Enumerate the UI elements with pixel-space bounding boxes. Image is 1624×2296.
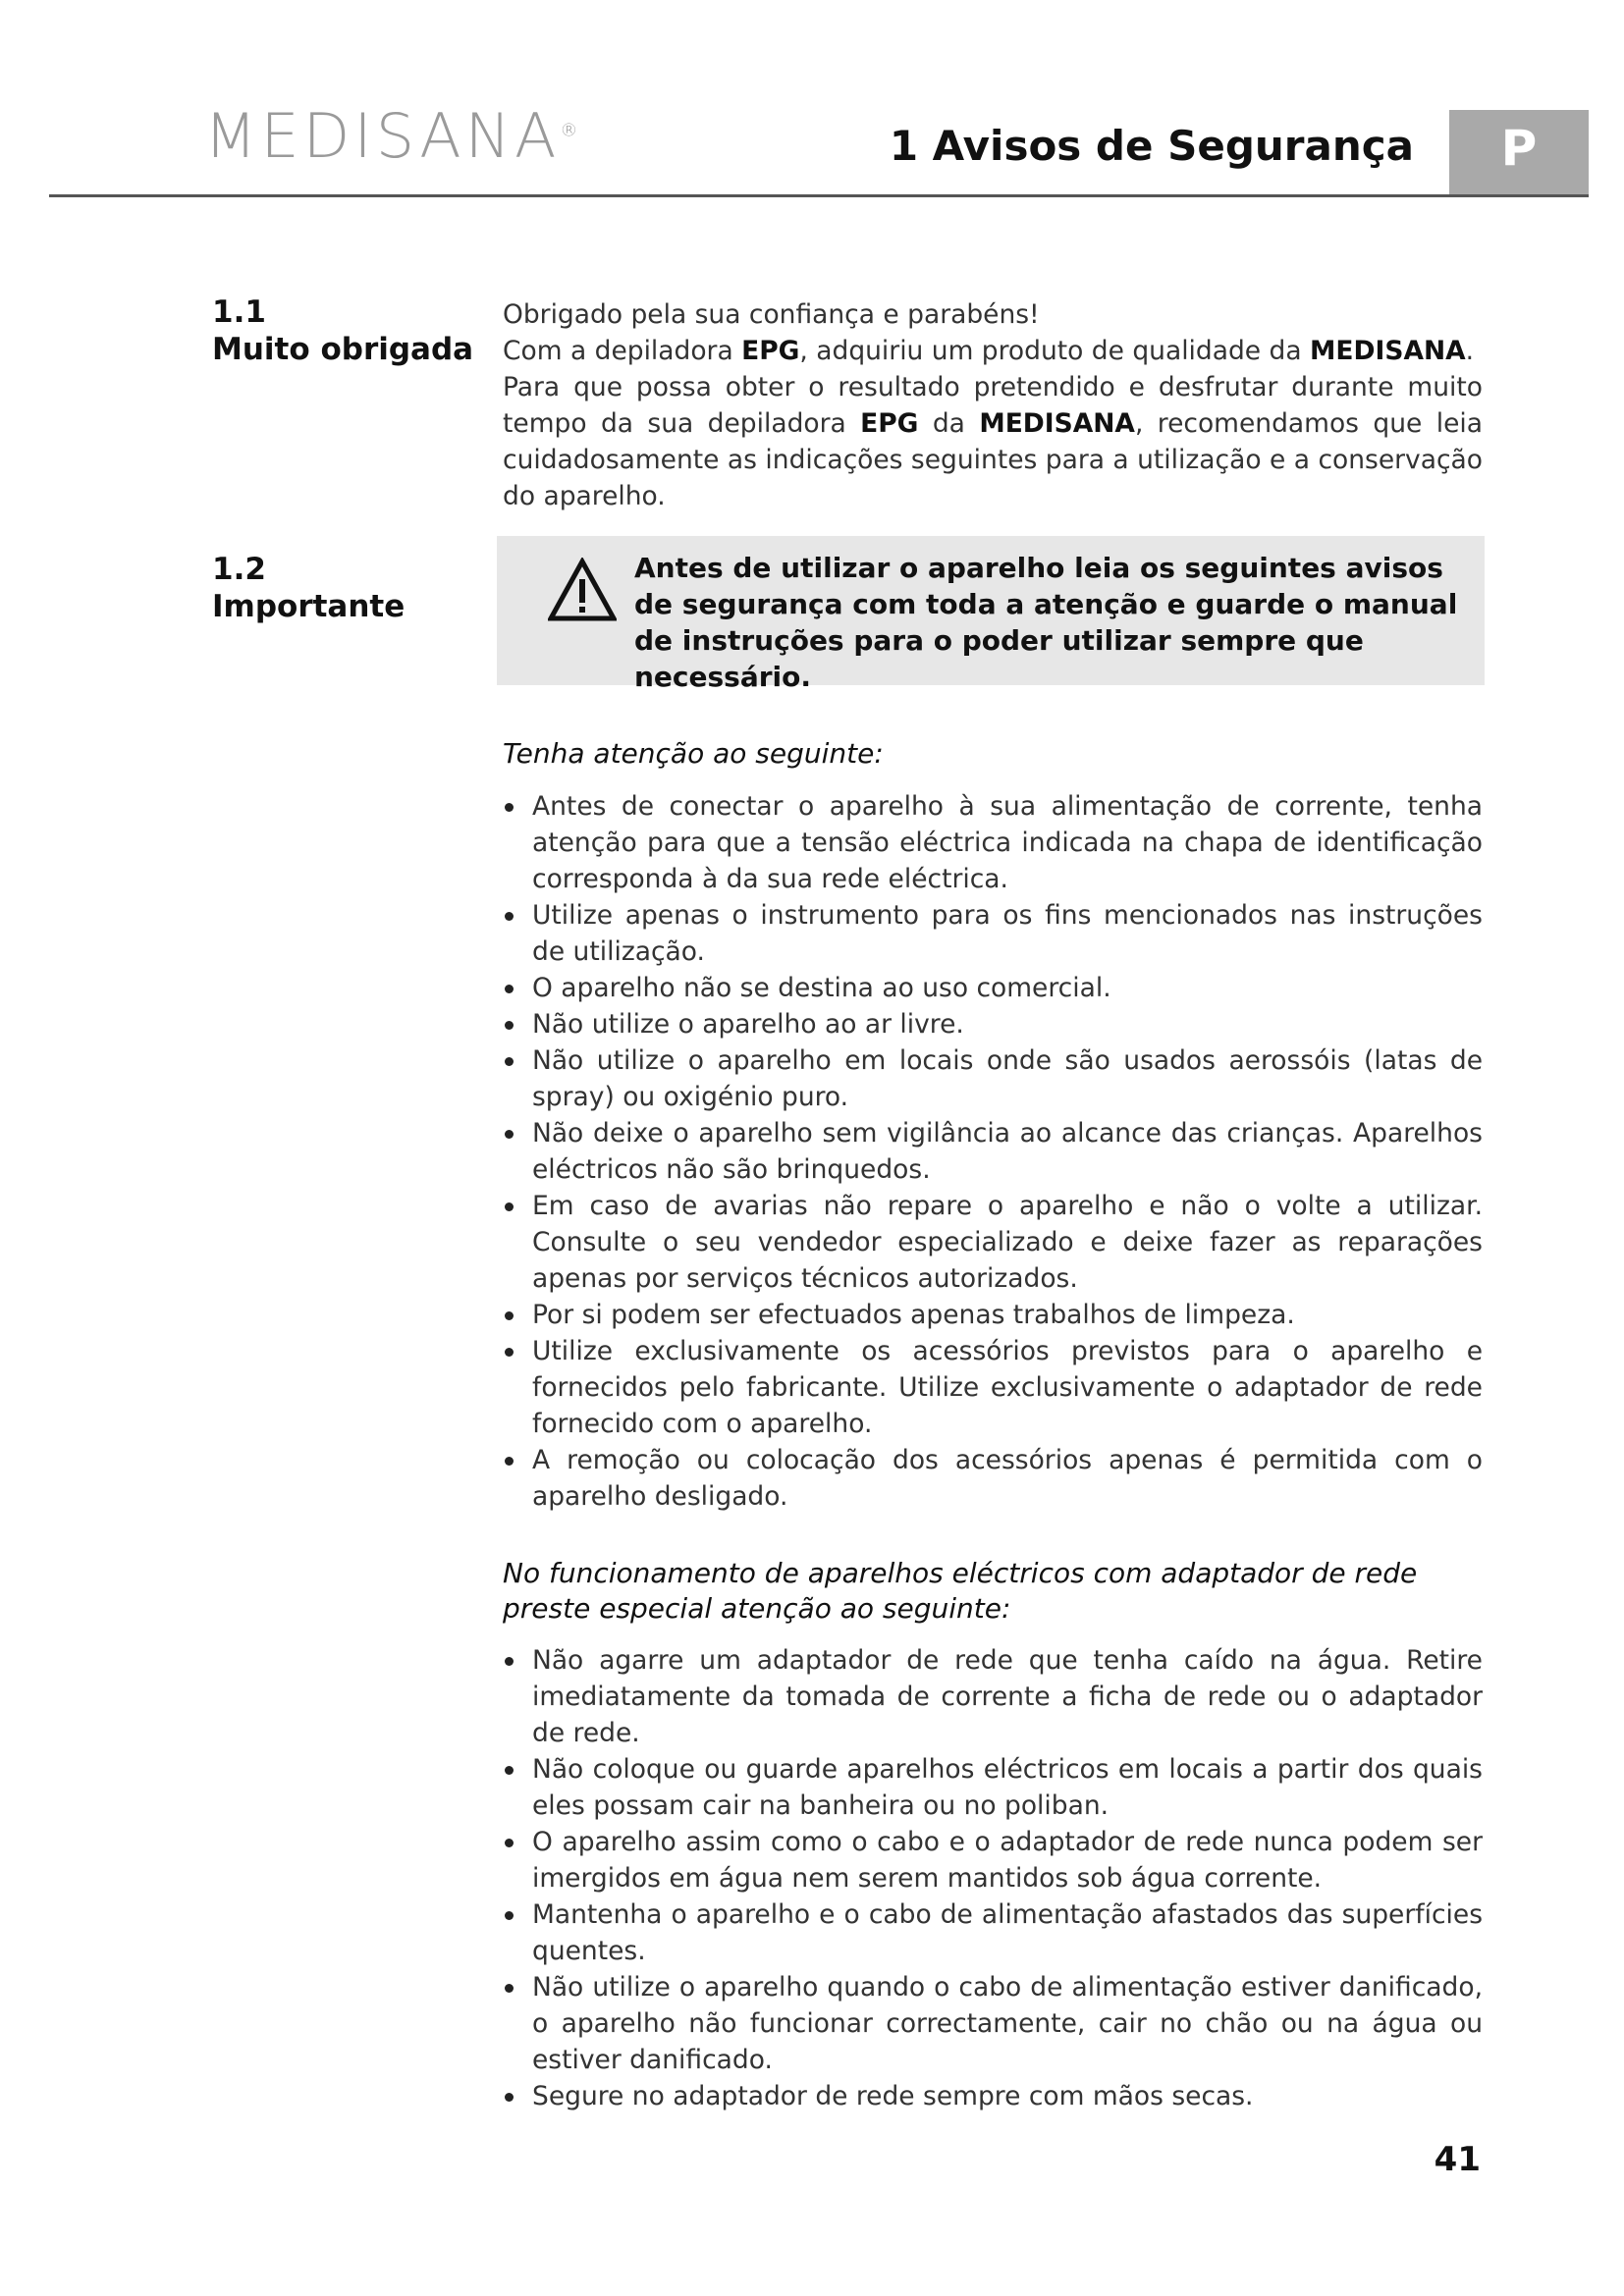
registered-mark: ®	[560, 120, 578, 141]
list-item: Não utilize o aparelho em locais onde são usados aerossóis (latas de spray) ou oxigénio puro.	[503, 1042, 1483, 1115]
section-1-1-title: Muito obrigada	[212, 332, 474, 367]
list-item: Não utilize o aparelho ao ar livre.	[503, 1006, 1483, 1042]
warning-line: de segurança com toda a atenção e guarde o manual	[634, 588, 1458, 620]
list-item: Antes de conectar o aparelho à sua alimentação de corrente, tenha atenção para que a tensão eléctrica indicada na chapa de identificação corresponda à da sua rede eléctrica.	[503, 788, 1483, 897]
list-item: Por si podem ser efectuados apenas trabalhos de limpeza.	[503, 1297, 1483, 1333]
list-item: Não agarre um adaptador de rede que tenha caído na água. Retire imediatamente da tomada de corrente a ficha de rede ou o adaptador de rede.	[503, 1642, 1483, 1751]
page-number: 41	[1434, 2140, 1481, 2179]
list-item: Não deixe o aparelho sem vigilância ao alcance das crianças. Aparelhos eléctricos não são brinquedos.	[503, 1115, 1483, 1188]
section-1-1-body	[503, 296, 1483, 514]
list-item: A remoção ou colocação dos acessórios apenas é permitida com o aparelho desligado.	[503, 1442, 1483, 1515]
warning-line: de instruções para o poder utilizar sempre que necessário.	[634, 624, 1364, 693]
list-item: O aparelho não se destina ao uso comercial.	[503, 970, 1483, 1006]
thanks-line: Obrigado pela sua confiança e parabéns!	[503, 299, 1040, 330]
list-item: Utilize exclusivamente os acessórios previstos para o aparelho e fornecidos pelo fabricante. Utilize exclusivamente o adaptador de rede fornecido com o aparelho.	[503, 1333, 1483, 1442]
section-1-2-number: 1.2	[212, 552, 266, 587]
section-1-2-title: Importante	[212, 589, 406, 624]
list-item: Segure no adaptador de rede sempre com mãos secas.	[503, 2078, 1483, 2114]
warning-triangle-icon	[548, 558, 617, 622]
attention-heading: Tenha atenção ao seguinte:	[503, 737, 884, 770]
adapter-list	[503, 1642, 1483, 2114]
list-item: O aparelho assim como o cabo e o adaptador de rede nunca podem ser imergidos em água nem serem mantidos sob água corrente.	[503, 1824, 1483, 1896]
brand-name: MEDISANA	[204, 100, 561, 172]
warning-line: Antes de utilizar o aparelho leia os seguintes avisos	[634, 552, 1443, 584]
attention-list	[503, 788, 1483, 1515]
section-1-1-number: 1.1	[212, 294, 266, 330]
list-item: Mantenha o aparelho e o cabo de alimentação afastados das superfícies quentes.	[503, 1896, 1483, 1969]
brand-logo	[204, 100, 578, 172]
adapter-heading-line: No funcionamento de aparelhos eléctricos com adaptador de rede	[503, 1557, 1418, 1589]
recommendation-paragraph: Para que possa obter o resultado pretendido e desfrutar durante muito tempo da sua depiladora EPG da MEDISANA, recomendamos que leia cuidadosamente as indicações seguintes para a utilização e a conservação do aparelho.	[503, 372, 1483, 511]
list-item: Não coloque ou guarde aparelhos eléctricos em locais a partir dos quais eles possam cair na banheira ou no poliban.	[503, 1751, 1483, 1824]
adapter-heading-line: preste especial atenção ao seguinte:	[503, 1592, 1011, 1625]
chapter-title: 1 Avisos de Segurança	[889, 122, 1414, 170]
warning-text	[634, 550, 1459, 695]
list-item: Utilize apenas o instrumento para os fins mencionados nas instruções de utilização.	[503, 897, 1483, 970]
list-item: Em caso de avarias não repare o aparelho e não o volte a utilizar. Consulte o seu vendedor especializado e deixe fazer as reparações apenas por serviços técnicos autorizados.	[503, 1188, 1483, 1297]
language-tab: P	[1449, 110, 1589, 194]
adapter-heading	[503, 1556, 1483, 1627]
warning-box	[497, 536, 1485, 693]
product-line: Com a depiladora EPG, adquiriu um produto de qualidade da MEDISANA.	[503, 336, 1475, 366]
list-item: Não utilize o aparelho quando o cabo de alimentação estiver danificado, o aparelho não funcionar correctamente, cair no chão ou na água ou estiver danificado.	[503, 1969, 1483, 2078]
header-divider	[49, 194, 1589, 197]
